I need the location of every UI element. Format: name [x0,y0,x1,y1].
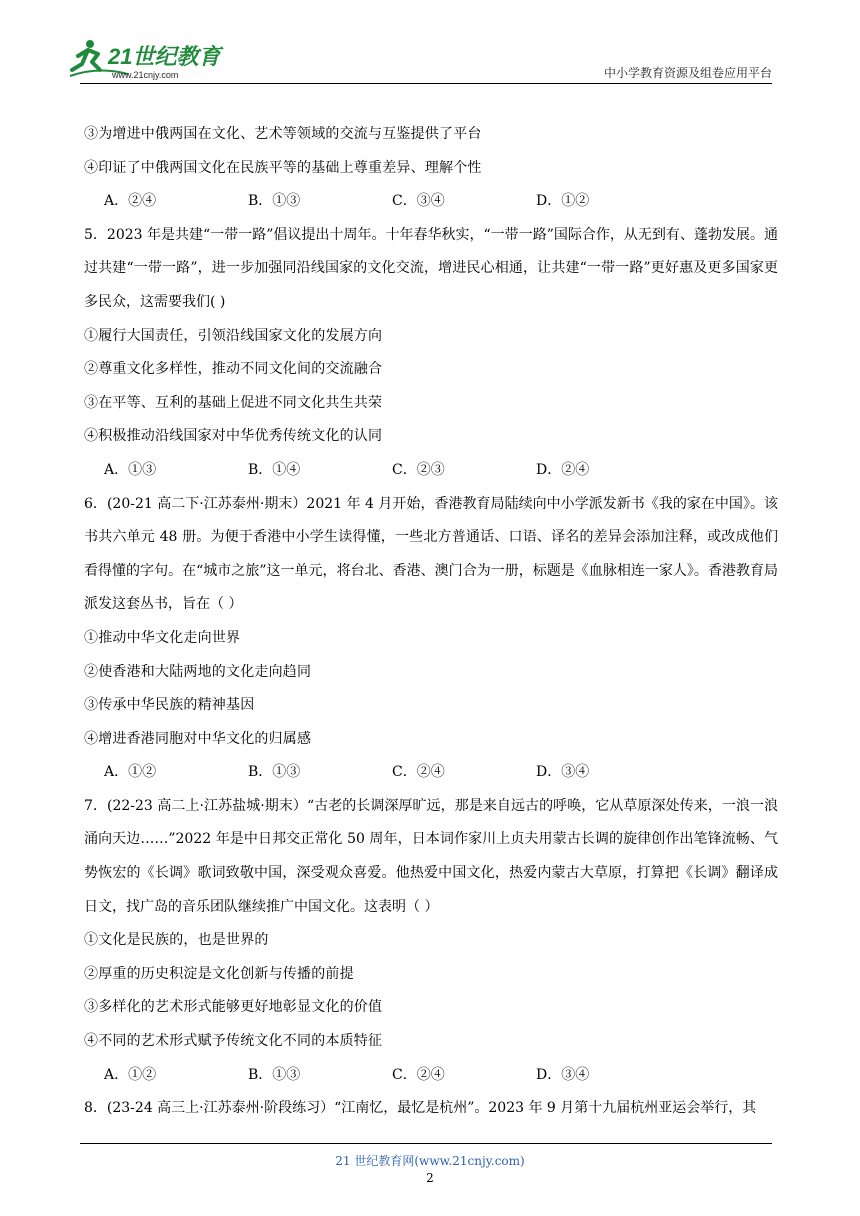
svg-text:21世纪教育: 21世纪教育 [108,44,221,69]
statement-item: ④不同的艺术形式赋予传统文化不同的本质特征 [84,1033,383,1050]
answer-option: B．①③ [248,193,301,210]
header-divider [80,83,772,84]
platform-name: 中小学教育资源及组卷应用平台 [603,66,772,80]
statement-item: ③在平等、互利的基础上促进不同文化共生共荣 [84,394,383,411]
footer-site-link[interactable]: 21 世纪教育网(www.21cnjy.com) [335,1154,525,1168]
answer-option: C．②④ [392,1066,445,1083]
answer-option: C．③④ [392,193,445,210]
answer-option: B．①③ [248,764,301,781]
footer-divider [80,1143,772,1144]
answer-options [84,756,778,790]
page-header [0,0,860,90]
answer-option: A．②④ [104,193,157,210]
statement-item: ①推动中华文化走向世界 [84,629,241,646]
answer-option: A．①② [104,764,157,781]
svg-text:www.21cnjy.com: www.21cnjy.com [112,70,179,80]
statement-item: ②尊重文化多样性，推动不同文化间的交流融合 [84,361,383,378]
statement-item: ④增进香港同胞对中华文化的归属感 [84,730,312,747]
answer-options [84,454,778,488]
answer-option: B．①③ [248,1066,301,1083]
statement-item: ③传承中华民族的精神基因 [84,697,255,714]
answer-option: D．③④ [536,764,590,781]
answer-option: D．①② [536,193,590,210]
question-content [84,118,778,1126]
answer-option: B．①④ [248,461,301,478]
page-number: 2 [426,1171,434,1185]
answer-option: A．①② [104,1066,157,1083]
answer-option: A．①③ [104,461,157,478]
question-stem: 7．(22-23 高二上·江苏盐城·期末）“古老的长调深厚旷远，那是来自远古的呼唤，它从草原深处传来，一浪一浪涌向天边……”2022 年是中日邦交正常化 50 周年，日本词作家川上贞夫用蒙古长调的旋律创作出笔锋流畅、气势恢宏的《长调》歌词致敬中国，深受观众喜爱。他热爱中国文化，热爱内蒙古大草原，打算把《长调》翻译成日文，找广岛的音乐团队继续推广中国文化。这表明（ ） [84,797,778,915]
statement-item: ③多样化的艺术形式能够更好地彰显文化的价值 [84,999,383,1016]
statement-item: ④积极推动沿线国家对中华优秀传统文化的认同 [84,428,383,445]
answer-options [84,1059,778,1093]
question-stem: 6．(20-21 高二下·江苏泰州·期末）2021 年 4 月开始，香港教育局陆续向中小学派发新书《我的家在中国》。该书共六单元 48 册。为便于香港中小学生读得懂，一些北方普通话、口语、译名的差异会添加注释，或改成他们看得懂的字句。在“城市之旅”这一单元，将台北、香港、澳门合为一册，标题是《血脉相连一家人》。香港教育局派发这套丛书，旨在（ ） [84,495,778,613]
statement-item: ②使香港和大陆两地的文化走向趋同 [84,663,312,680]
answer-option: D．②④ [536,461,590,478]
statement-item: ④印证了中俄两国文化在民族平等的基础上尊重差异、理解个性 [84,159,482,176]
answer-option: D．③④ [536,1066,590,1083]
answer-options [84,185,778,219]
statement-item: ①文化是民族的，也是世界的 [84,932,269,949]
answer-option: C．②③ [392,461,445,478]
statement-item: ③为增进中俄两国在文化、艺术等领域的交流与互鉴提供了平台 [84,126,482,142]
statement-item: ①履行大国责任，引领沿线国家文化的发展方向 [84,327,383,344]
statement-item: ②厚重的历史积淀是文化创新与传播的前提 [84,965,354,982]
question-stem: 5．2023 年是共建“一带一路”倡议提出十周年。十年春华秋实，“一带一路”国际合作，从无到有、蓬勃发展。通过共建“一带一路”，进一步加强同沿线国家的文化交流，增进民心相通，让共建“一带一路”更好惠及更多国家更多民众，这需要我们( ) [84,226,778,310]
question-stem: 8．(23-24 高三上·江苏泰州·阶段练习）“江南忆，最忆是杭州”。2023 年 9 月第十九届杭州亚运会举行，其 [84,1100,757,1117]
runner-logo-icon [68,36,238,84]
site-logo [68,36,238,84]
answer-option: C．②④ [392,764,445,781]
